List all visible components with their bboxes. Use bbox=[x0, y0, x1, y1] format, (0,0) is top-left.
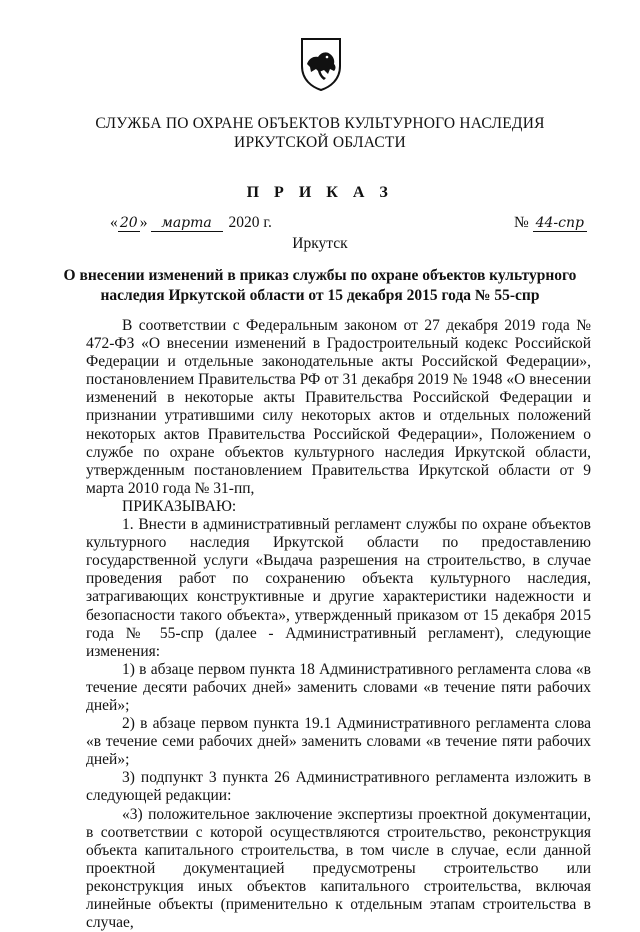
document-type-heading: П Р И К А З bbox=[246, 184, 394, 201]
document-title-line2: наследия Иркутской области от 15 декабря 2015 года № 55-спр bbox=[100, 287, 540, 304]
order-word: ПРИКАЗЫВАЮ: bbox=[122, 497, 237, 515]
number-handwritten: 44-спр bbox=[533, 216, 587, 232]
organization-name bbox=[0, 114, 640, 152]
quoted-text-paragraph: «3) положительное заключение экспертизы проектной документации, в соответствии с которой осуществляются строительство, реконструкция объекта капитального строительства, в том числе в случае, если данной проектной документацией предусмотрены строительство или реконструкция иных объектов капитального строительства, включая линейные объекты (применительно к отдельным этапам строительства в случае, bbox=[86, 805, 591, 932]
date-day-handwritten: 20 bbox=[118, 216, 140, 232]
item-1-paragraph: 1. Внести в административный регламент службы по охране объектов культурного наследия Иркутской области по предоставлению государственной услуги «Выдача разрешения на строительство, в случае проведения работ по сохранению объекта культурного наследия, затрагивающих конструктивные и другие характеристики надежности и безопасности такого объекта», утвержденный приказом от 15 декабря 2015 года № 55-спр (далее - Административный регламент), следующие изменения: bbox=[86, 516, 591, 660]
subitem-2-paragraph: 2) в абзаце первом пункта 19.1 Административного регламента слова «в течение семи рабочих дней» заменить словами «в течение пяти рабочих дней»; bbox=[86, 715, 591, 769]
date-year: 2020 г. bbox=[228, 214, 272, 231]
document-date bbox=[110, 214, 272, 232]
coat-of-arms-emblem bbox=[299, 36, 343, 92]
document-title-line1: О внесении изменений в приказ службы по охране объектов культурного bbox=[63, 267, 577, 284]
subitem-3-paragraph: 3) подпункт 3 пункта 26 Административного регламента изложить в следующей редакции: bbox=[86, 769, 591, 805]
document-city: Иркутск bbox=[292, 235, 348, 252]
organization-name-line2: ИРКУТСКОЙ ОБЛАСТИ bbox=[234, 134, 406, 151]
date-close-quote: » bbox=[139, 214, 148, 231]
organization-name-line1: СЛУЖБА ПО ОХРАНЕ ОБЪЕКТОВ КУЛЬТУРНОГО НАСЛЕДИЯ bbox=[95, 115, 545, 132]
date-month-handwritten: марта bbox=[151, 216, 223, 232]
document-title bbox=[0, 266, 640, 306]
number-prefix: № bbox=[514, 214, 529, 231]
subitem-1-paragraph: 1) в абзаце первом пункта 18 Административного регламента слова «в течение десяти рабочих дней» заменить словами «в течение пяти рабочих дней»; bbox=[86, 660, 591, 714]
document-body bbox=[86, 317, 591, 932]
date-open-quote: « bbox=[110, 214, 118, 231]
document-number bbox=[514, 214, 587, 232]
preamble-paragraph: В соответствии с Федеральным законом от 27 декабря 2019 года № 472-ФЗ «О внесении изменений в Градостроительный кодекс Российской Федерации и отдельные законодательные акты Российской Федерации», постановлением Правительства РФ от 31 декабря 2019 № 1948 «О внесении изменений в некоторые акты Правительства Российской Федерации и признании утратившими силу некоторых актов и отдельных положений некоторых актов Правительства Российской Федерации», Положением о службе по охране объектов культурного наследия Иркутской области, утвержденным постановлением Правительства Иркутской области от 9 марта 2010 года № 31-пп, bbox=[86, 317, 591, 497]
